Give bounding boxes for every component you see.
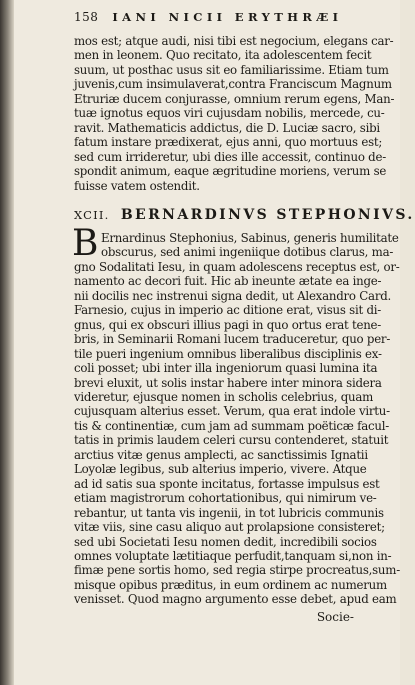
text-line: etiam magistrorum cohortationibus, qui nimirum ve- (74, 491, 377, 506)
text-line: nii docilis nec instrenui signa dedit, ut Alexandro Card. (74, 288, 392, 303)
text-line: tile pueri ingenium omnibus liberalibus disciplinis ex- (74, 346, 382, 361)
text-line: venisset. Quod magno argumento esse debet, apud eam (74, 592, 397, 607)
drop-cap-initial: B (72, 222, 99, 264)
continuation-paragraph (74, 34, 395, 193)
text-line: Loyolæ legibus, sub alterius imperio, vivere. Atque (74, 462, 367, 477)
text-line: men in leonem. Quo recitato, ita adolescentem fecit (74, 48, 372, 63)
text-line: misque opibus præditus, in eum ordinem ac numerum (74, 577, 387, 592)
text-line: obscurus, sed animi ingeniique dotibus clarus, ma- (101, 245, 394, 260)
text-line: fuisse vatem ostendit. (74, 178, 200, 193)
entry-heading (74, 206, 415, 223)
text-line: ravit. Mathematicis addictus, die D. Luciæ sacro, sibi (74, 120, 380, 135)
text-line: fatum instare prædixerat, ejus anni, quo mortuus est; (74, 135, 383, 150)
entry-paragraph (72, 222, 400, 607)
text-line: tuæ ignotus equos viri cujusdam nobilis, mercede, cu- (74, 106, 385, 121)
text-line: gnus, qui ex obscuri illius pagi in quo ortus erat tene- (74, 317, 382, 332)
text-line: sed cum irrideretur, ubi dies ille accessit, continuo de- (74, 149, 386, 164)
text-line: suum, ut posthac usus sit eo familiarissime. Etiam tum (74, 62, 389, 77)
text-line: ad id satis sua sponte incitatus, fortasse impulsus est (74, 476, 380, 491)
text-line: coli posset; ubi inter illa ingeniorum quasi lumina ita (74, 361, 378, 376)
text-line: spondit animum, eaque ægritudine moriens, verum se (74, 164, 387, 179)
entry-name: BERNARDINVS STEPHONIVS. (120, 206, 415, 223)
text-line: gno Sodalitati Iesu, in quam adolescens receptus est, or- (74, 259, 400, 274)
entry-number: XCII. (74, 207, 110, 222)
text-line: Farnesio, cujus in imperio ac ditione erat, visus sit di- (74, 303, 382, 318)
text-line: bris, in Seminarii Romani lucem traduceretur, quo per- (74, 332, 391, 347)
page-header (74, 10, 356, 34)
page-gutter-shadow (0, 0, 14, 685)
catchword: Socie- (316, 609, 354, 624)
text-line: Ernardinus Stephonius, Sabinus, generis humilitate (101, 230, 399, 245)
text-line: Etruriæ ducem conjurasse, omnium rerum egens, Man- (74, 91, 395, 106)
text-line: fimæ pene sortis homo, sed regia stirpe procreatus,sum- (74, 563, 400, 578)
text-line: sed ubi Societati Iesu nomen dedit, incredibili socios (74, 534, 377, 549)
text-line: mos est; atque audi, nisi tibi est negocium, elegans car- (74, 34, 394, 48)
text-line: tis & continentiæ, cum jam ad summam poëticæ facul- (74, 418, 389, 433)
text-line: vitæ viis, sine casu aliquo aut prolapsione consisteret; (74, 520, 385, 535)
text-line: brevi eluxit, ut solis instar habere inter minora sidera (74, 375, 382, 390)
running-head: IANI NICII ERYTHRÆI (112, 10, 343, 24)
text-line: juvenis,cum insimulaverat,contra Franciscum Magnum (74, 77, 392, 92)
text-line: omnes voluptate lætitiaque perfudit,tanquam si,non in- (74, 548, 392, 563)
page-number: 158 (74, 10, 99, 24)
text-line: rebantur, ut tanta vis ingenii, in tot lubricis communis (74, 505, 384, 520)
text-line: videretur, ejusque nomen in scholis celebrius, quam (74, 389, 374, 404)
text-line: tatis in primis laudem celeri cursu contenderet, statuit (74, 433, 389, 448)
text-line: cujusquam alterius esset. Verum, qua erat indole virtu- (74, 404, 390, 419)
text-line: arctius vitæ genus amplecti, ac sanctissimis Ignatii (74, 447, 368, 462)
text-line: namento ac decori fuit. Hic ab ineunte ætate ea inge- (74, 274, 382, 289)
